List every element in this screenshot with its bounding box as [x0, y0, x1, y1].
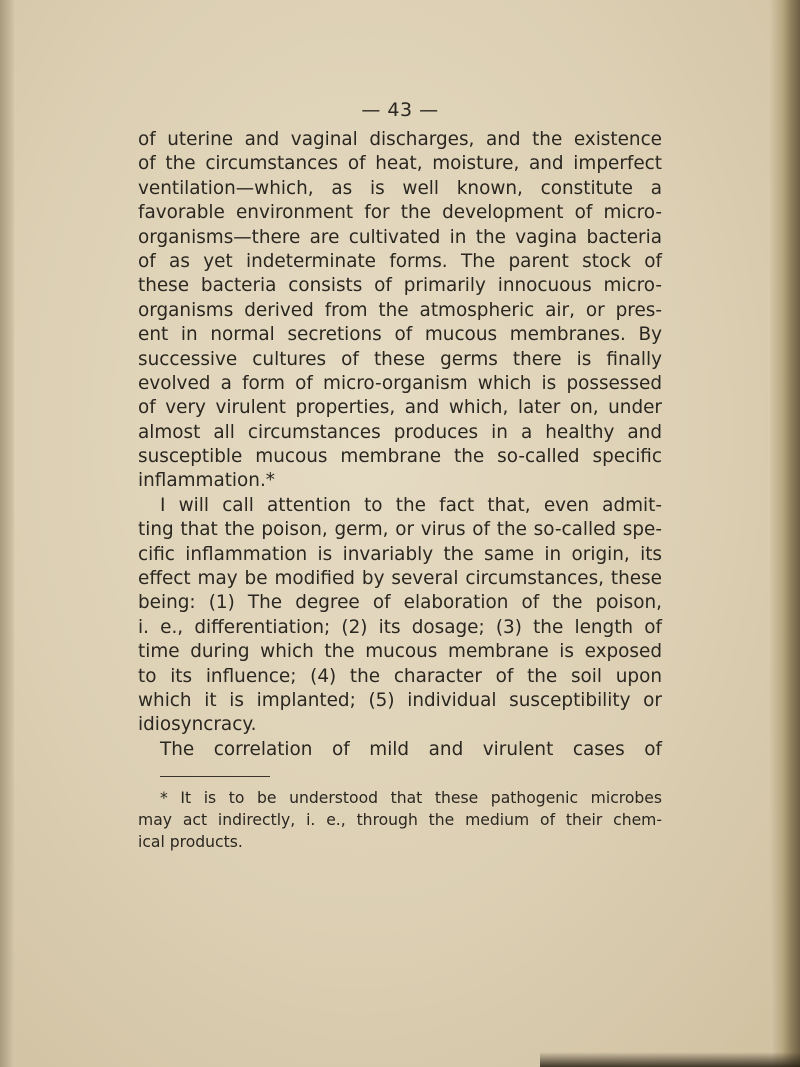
- page-number: — 43 —: [361, 99, 439, 121]
- text-line: inflammation.*: [138, 470, 275, 492]
- text-line: susceptible mucous membrane the so-called specific: [138, 446, 662, 468]
- paragraph-1: [138, 128, 662, 494]
- page-bottom-shadow: [540, 1052, 800, 1067]
- text-line: favorable environment for the development of micro-: [138, 202, 662, 224]
- text-line: organisms derived from the atmospheric air, or pres-: [138, 299, 662, 321]
- footnote-line: * It is to be understood that these pathogenic microbes: [160, 789, 662, 808]
- body-text: [138, 128, 662, 762]
- footnote-divider: [160, 776, 270, 777]
- text-line: i. e., differentiation; (2) its dosage; (3) the length of: [138, 616, 662, 638]
- text-line: idiosyncracy.: [138, 714, 257, 736]
- text-line: these bacteria consists of primarily innocuous micro-: [138, 275, 662, 297]
- text-line: ent in normal secretions of mucous membranes. By: [138, 324, 662, 346]
- text-line: which it is implanted; (5) individual susceptibility or: [138, 689, 662, 711]
- page-left-edge: [0, 0, 14, 1067]
- footnote-line: may act indirectly, i. e., through the medium of their chem-: [138, 811, 662, 830]
- text-line: ventilation—which, as is well known, constitute a: [138, 177, 662, 199]
- text-line: being: (1) The degree of elaboration of the poison,: [138, 592, 662, 614]
- paragraph-2: [138, 494, 662, 738]
- page-right-edge: [770, 0, 800, 1067]
- book-page: [138, 98, 662, 853]
- text-line: ting that the poison, germ, or virus of the so-called spe-: [138, 519, 662, 541]
- footnote-line: ical products.: [138, 833, 243, 852]
- paragraph-3: [138, 738, 662, 762]
- footnote: [138, 787, 662, 853]
- text-line: effect may be modified by several circumstances, these: [138, 568, 662, 590]
- text-line: of very virulent properties, and which, later on, under: [138, 397, 662, 419]
- text-line: cific inflammation is invariably the same in origin, its: [138, 543, 662, 565]
- text-line: of as yet indeterminate forms. The parent stock of: [138, 250, 662, 272]
- text-line: almost all circumstances produces in a healthy and: [138, 421, 662, 443]
- text-line: of uterine and vaginal discharges, and the existence: [138, 129, 662, 150]
- text-line: I will call attention to the fact that, even admit-: [160, 494, 662, 516]
- text-line: of the circumstances of heat, moisture, and imperfect: [138, 153, 662, 175]
- text-line: to its influence; (4) the character of the soil upon: [138, 665, 662, 687]
- text-line: time during which the mucous membrane is exposed: [138, 641, 662, 663]
- text-line: evolved a form of micro-organism which is possessed: [138, 372, 662, 394]
- text-line: organisms—there are cultivated in the vagina bacteria: [138, 226, 662, 248]
- text-line: successive cultures of these germs there is finally: [138, 348, 662, 370]
- text-line: The correlation of mild and virulent cases of: [160, 738, 662, 760]
